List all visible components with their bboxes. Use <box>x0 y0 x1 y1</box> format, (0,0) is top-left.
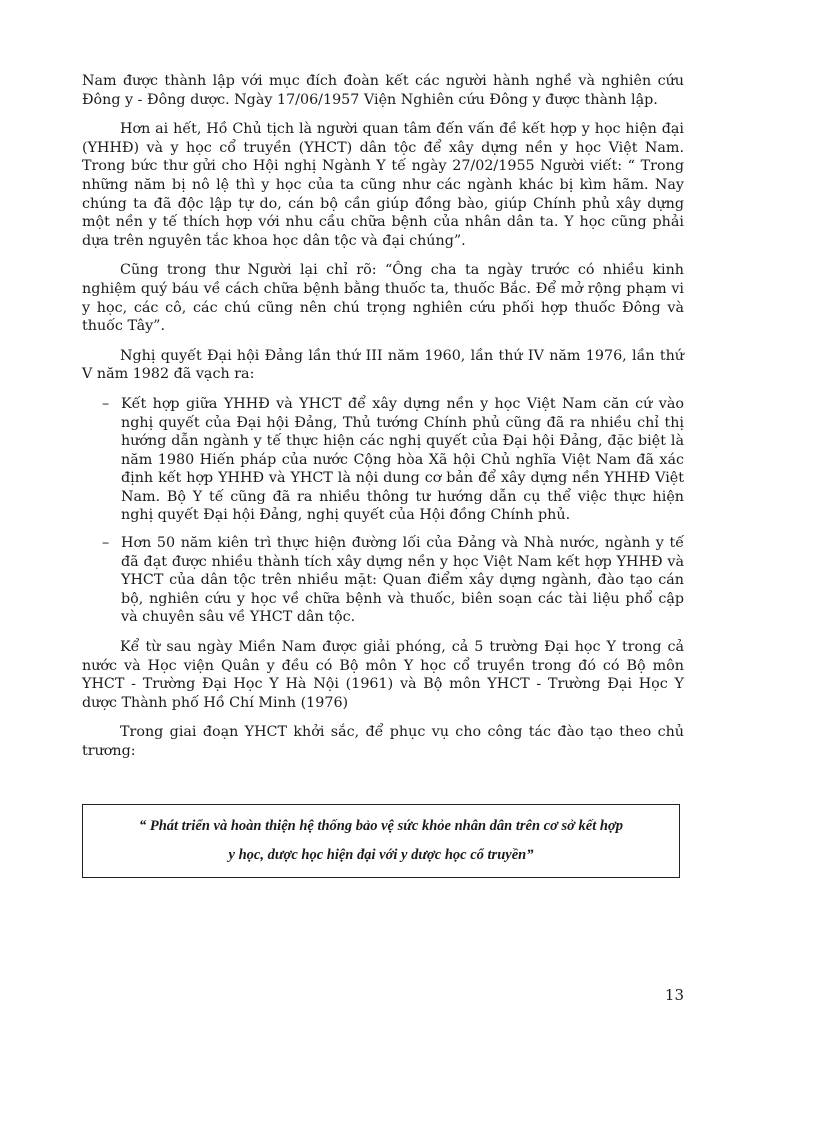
bullet-dash: – <box>102 535 110 552</box>
bullet-item <box>82 534 684 627</box>
quote-line-2: y học, dược học hiện đại với y dược học cổ truyền” <box>228 847 534 863</box>
page-number: 13 <box>664 986 684 1004</box>
bullet-text: Kết hợp giữa YHHĐ và YHCT để xây dựng nền y học Việt Nam căn cứ vào nghị quyết của Đại hội Đảng, Thủ tướng Chính phủ cũng đã ra nhiều chỉ thị hướng dẫn ngành y tế thực hiện các nghị quyết của Đại hội Đảng, đặc biệt là năm 1980 Hiến pháp của nước Cộng hòa Xã hội Chủ nghĩa Việt Nam đã xác định kết hợp YHHĐ và YHCT là nội dung cơ bản để xây dựng nền YHHĐ Việt Nam. Bộ Y tế cũng đã ra nhiều thông tư hướng dẫn cụ thể việc thực hiện nghị quyết Đại hội Đảng, nghị quyết của Hội đồng Chính phủ. <box>121 395 684 524</box>
bullet-text: Hơn 50 năm kiên trì thực hiện đường lối của Đảng và Nhà nước, ngành y tế đã đạt được nhiều thành tích xây dựng nền y học Việt Nam kết hợp YHHĐ và YHCT của dân tộc trên nhiều mặt: Quan điểm xây dựng ngành, đào tạo cán bộ, nghiên cứu y học về chữa bệnh và thuốc, biên soạn các tài liệu phổ cập và chuyên sâu về YHCT dân tộc. <box>121 535 684 626</box>
quote-text <box>101 812 661 870</box>
paragraph-universities: Kể từ sau ngày Miền Nam được giải phóng, cả 5 trường Đại học Y trong cả nước và Học viện Quân y đều có Bộ môn Y học cổ truyền trong đó có Bộ môn YHCT - Trường Đại Học Y Hà Nội (1961) và Bộ môn YHCT - Trường Đại Học Y dược Thành phố Hồ Chí Minh (1976) <box>82 639 684 711</box>
paragraph-intro: Nam được thành lập với mục đích đoàn kết các người hành nghề và nghiên cứu Đông y - Đông dược. Ngày 17/06/1957 Viện Nghiên cứu Đông y được thành lập. <box>82 73 684 108</box>
paragraph-training: Trong giai đoạn YHCT khởi sắc, để phục vụ cho công tác đào tạo theo chủ trương: <box>82 724 684 759</box>
bullet-dash: – <box>102 395 110 412</box>
quote-box <box>82 804 680 878</box>
bullet-list <box>82 395 684 627</box>
paragraph-party-resolution: Nghị quyết Đại hội Đảng lần thứ III năm 1960, lần thứ IV năm 1976, lần thứ V năm 1982 đã vạch ra: <box>82 347 684 383</box>
paragraph-ho-chi-minh: Hơn ai hết, Hồ Chủ tịch là người quan tâm đến vấn đề kết hợp y học hiện đại (YHHĐ) và y học cổ truyền (YHCT) dân tộc để xây dựng nền y học Việt Nam. Trong bức thư gửi cho Hội nghị Ngành Y tế ngày 27/02/1955 Người viết: “ Trong những năm bị nô lệ thì y học của ta cũng như các ngành khác bị kìm hãm. Nay chúng ta đã độc lập tự do, cán bộ cần giúp đồng bào, giúp Chính phủ xây dựng một nền y tế thích hợp với nhu cầu chữa bệnh của nhân dân ta. Y học cũng phải dựa trên nguyên tắc khoa học dân tộc và đại chúng”. <box>82 121 684 249</box>
bullet-item <box>82 395 684 525</box>
paragraph-letter-quote: Cũng trong thư Người lại chỉ rõ: “Ông cha ta ngày trước có nhiều kinh nghiệm quý báu về cách chữa bệnh bằng thuốc ta, thuốc Bắc. Để mở rộng phạm vi y học, các cô, các chú cũng nên chú trọng nghiên cứu phối hợp thuốc Đông và thuốc Tây”. <box>82 262 684 335</box>
page-body <box>82 72 684 772</box>
quote-line-1: “ Phát triển và hoàn thiện hệ thống bảo vệ sức khỏe nhân dân trên cơ sở kết hợp <box>138 818 623 834</box>
